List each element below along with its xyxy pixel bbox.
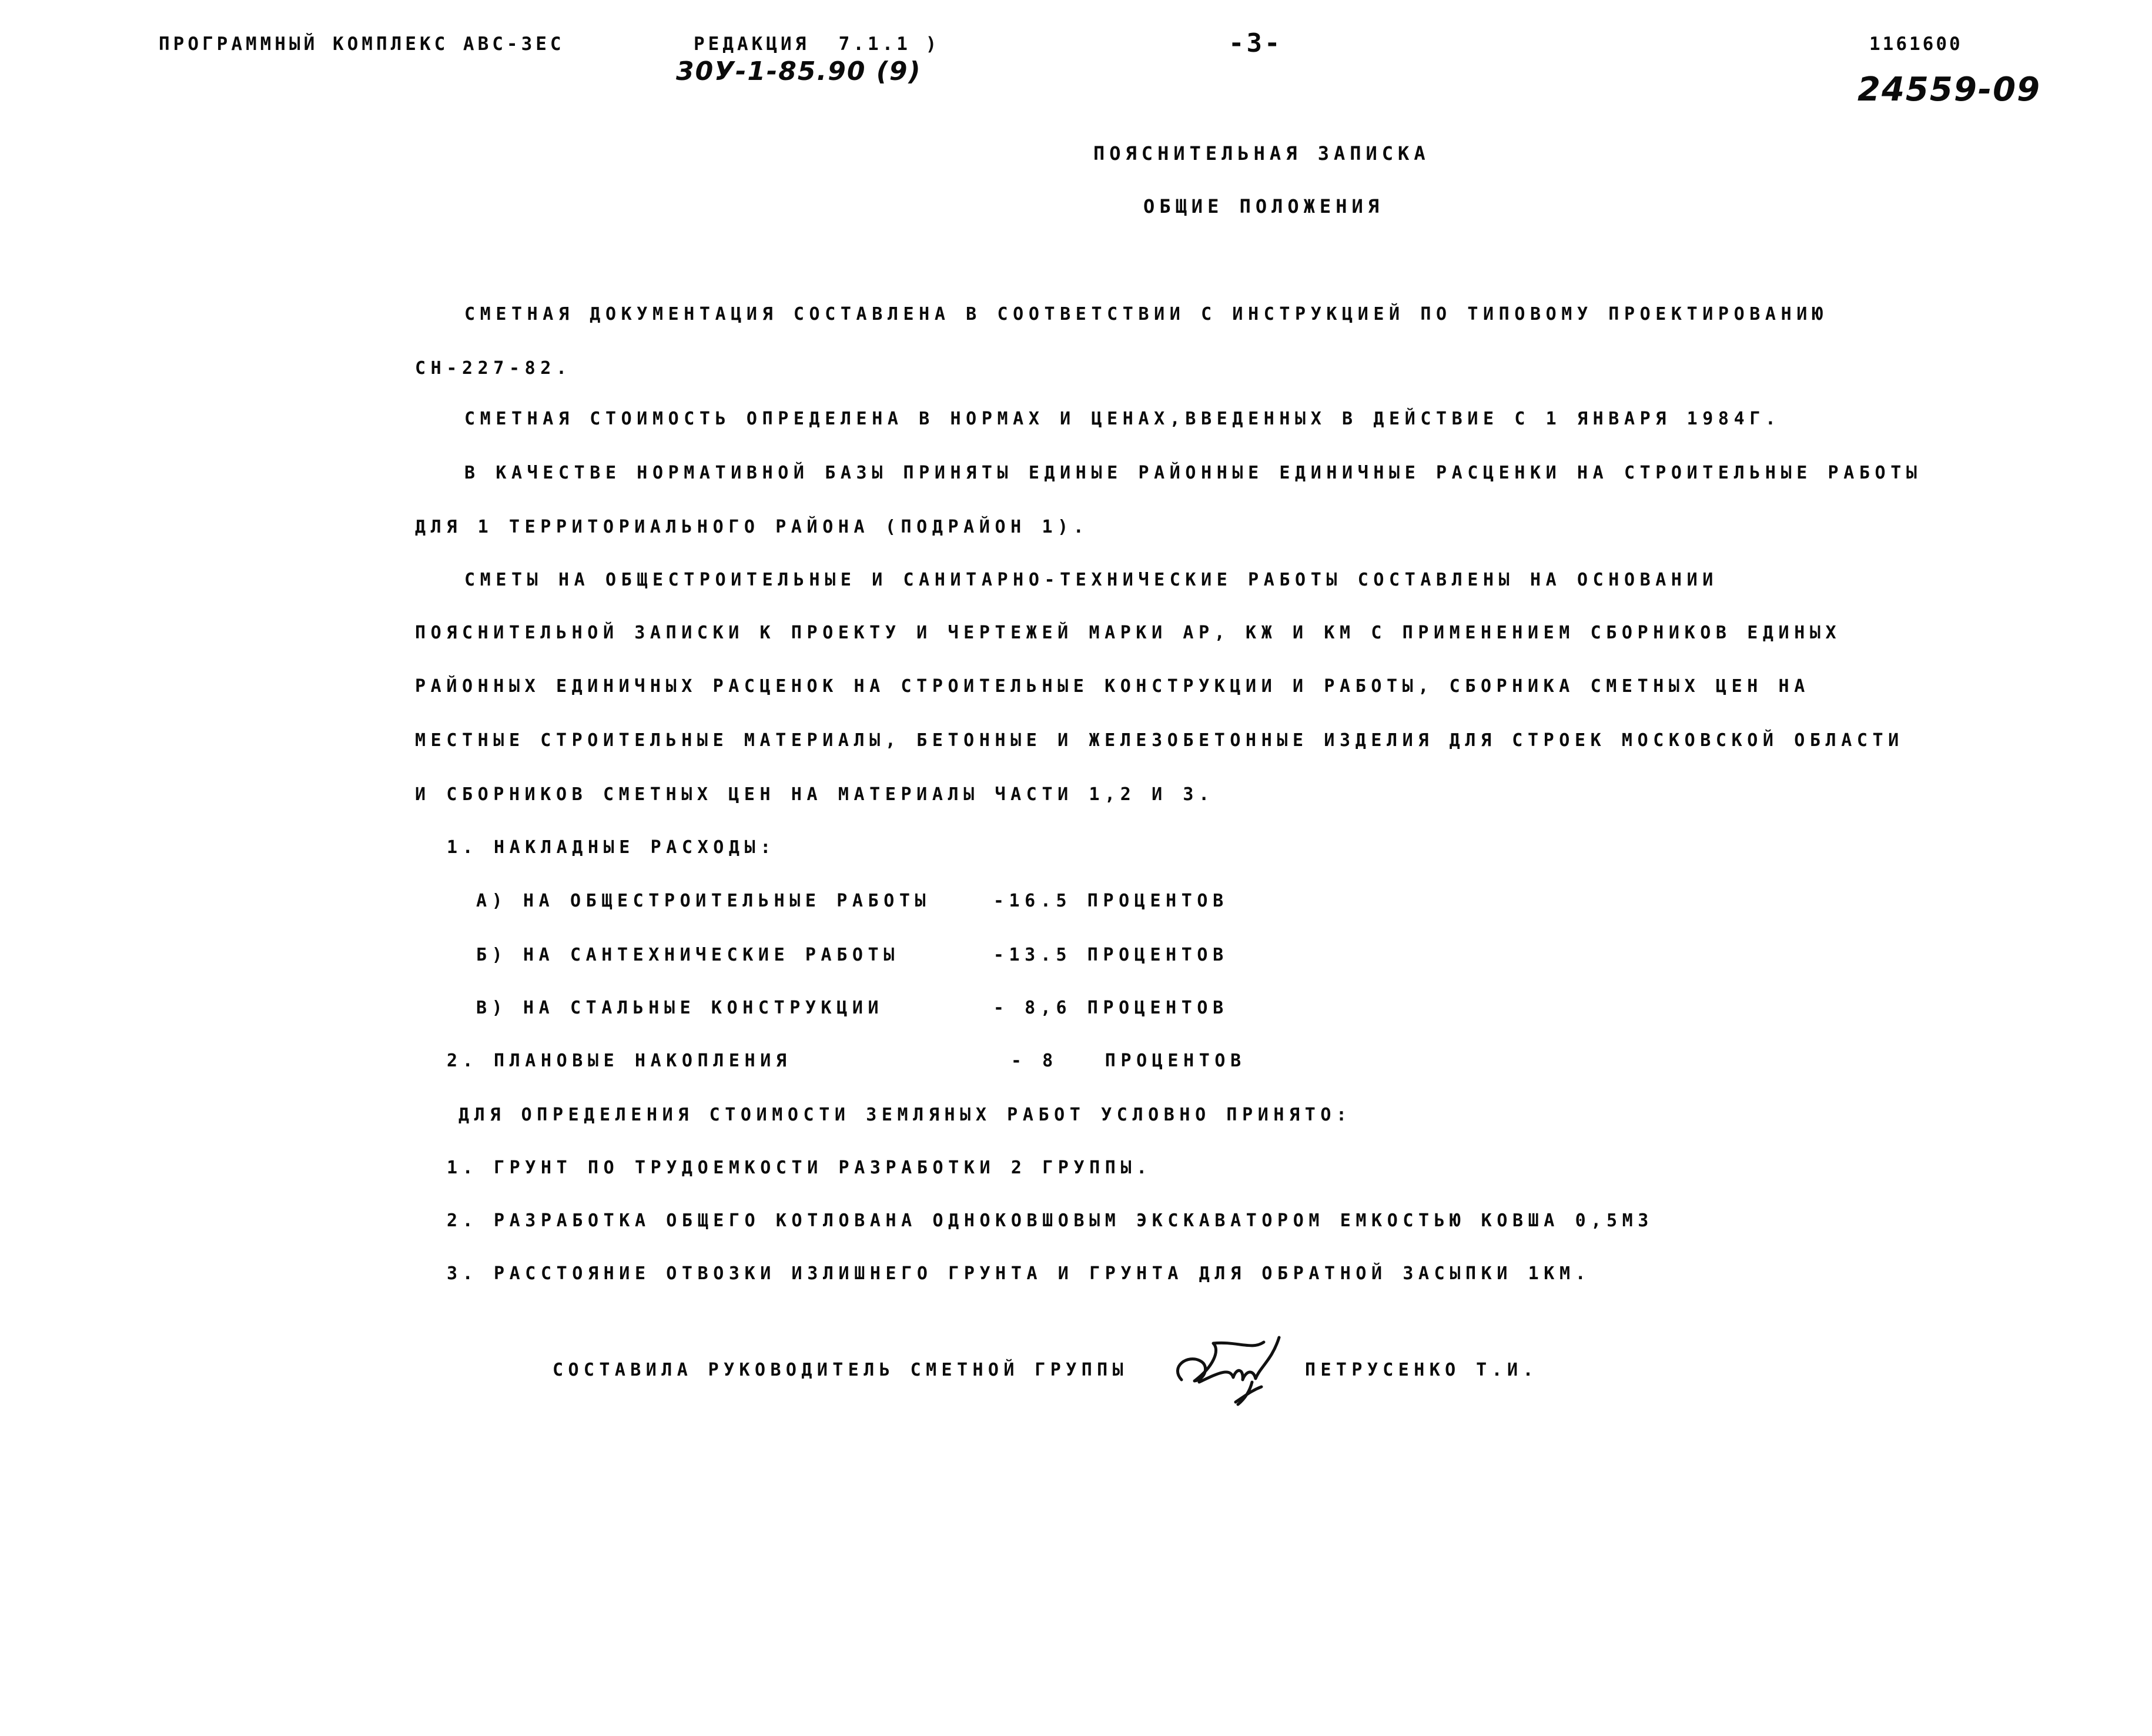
text-line: В КАЧЕСТВЕ НОРМАТИВНОЙ БАЗЫ ПРИНЯТЫ ЕДИНЫЕ РАЙОННЫЕ ЕДИНИЧНЫЕ РАСЦЕНКИ НА СТРОИТЕЛЬНЫЕ РАБОТЫ xyxy=(464,463,1922,483)
list-heading: 1. НАКЛАДНЫЕ РАСХОДЫ: xyxy=(447,837,776,858)
handwritten-number: 24559-09 xyxy=(1858,71,2041,109)
text-line: СН-227-82. xyxy=(415,358,572,379)
signer-name: ПЕТРУСЕНКО Т.И. xyxy=(1305,1360,1538,1380)
text-line: СМЕТНАЯ СТОИМОСТЬ ОПРЕДЕЛЕНА В НОРМАХ И ЦЕНАХ,ВВЕДЕННЫХ В ДЕЙСТВИЕ С 1 ЯНВАРЯ 1984Г. xyxy=(464,409,1781,429)
signature-block xyxy=(553,1326,1564,1414)
list-item: 2. ПЛАНОВЫЕ НАКОПЛЕНИЯ - 8 ПРОЦЕНТОВ xyxy=(447,1051,1246,1071)
page-title: ПОЯСНИТЕЛЬНАЯ ЗАПИСКА xyxy=(1093,142,1430,165)
list-item: 1. ГРУНТ ПО ТРУДОЕМКОСТИ РАЗРАБОТКИ 2 ГРУППЫ. xyxy=(447,1158,1152,1178)
text-line: ПОЯСНИТЕЛЬНОЙ ЗАПИСКИ К ПРОЕКТУ И ЧЕРТЕЖЕЙ МАРКИ АР, КЖ И КМ С ПРИМЕНЕНИЕМ СБОРНИКОВ ЕДИНЫХ xyxy=(415,623,1842,643)
list-item: А) НА ОБЩЕСТРОИТЕЛЬНЫЕ РАБОТЫ -16.5 ПРОЦЕНТОВ xyxy=(476,891,1229,911)
signature-image xyxy=(1164,1326,1281,1408)
list-item: Б) НА САНТЕХНИЧЕСКИЕ РАБОТЫ -13.5 ПРОЦЕНТОВ xyxy=(476,945,1229,965)
page-subtitle: ОБЩИЕ ПОЛОЖЕНИЯ xyxy=(1143,195,1384,218)
text-line: РАЙОННЫХ ЕДИНИЧНЫХ РАСЦЕНОК НА СТРОИТЕЛЬНЫЕ КОНСТРУКЦИИ И РАБОТЫ, СБОРНИКА СМЕТНЫХ ЦЕН НА xyxy=(415,676,1810,697)
text-line: СМЕТНАЯ ДОКУМЕНТАЦИЯ СОСТАВЛЕНА В СООТВЕТСТВИИ С ИНСТРУКЦИЕЙ ПО ТИПОВОМУ ПРОЕКТИРОВАНИЮ xyxy=(464,304,1828,325)
program-name: ПРОГРАММНЫЙ КОМПЛЕКС АВС-3ЕС xyxy=(159,34,565,55)
list-item: 2. РАЗРАБОТКА ОБЩЕГО КОТЛОВАНА ОДНОКОВШОВЫМ ЭКСКАВАТОРОМ ЕМКОСТЬЮ КОВША 0,5М3 xyxy=(447,1210,1654,1231)
text-line: МЕСТНЫЕ СТРОИТЕЛЬНЫЕ МАТЕРИАЛЫ, БЕТОННЫЕ И ЖЕЛЕЗОБЕТОННЫЕ ИЗДЕЛИЯ ДЛЯ СТРОЕК МОСКОВСКОЙ ОБЛАСТИ xyxy=(415,730,1904,751)
signature-label: СОСТАВИЛА РУКОВОДИТЕЛЬ СМЕТНОЙ ГРУППЫ xyxy=(553,1360,1129,1380)
handwritten-code: 30У-1-85.90 (9) xyxy=(676,56,922,86)
doc-number: 1161600 xyxy=(1869,34,1963,55)
text-line: И СБОРНИКОВ СМЕТНЫХ ЦЕН НА МАТЕРИАЛЫ ЧАСТИ 1,2 И 3. xyxy=(415,784,1214,805)
text-line: СМЕТЫ НА ОБЩЕСТРОИТЕЛЬНЫЕ И САНИТАРНО-ТЕХНИЧЕСКИЕ РАБОТЫ СОСТАВЛЕНЫ НА ОСНОВАНИИ xyxy=(464,570,1718,590)
list-item: 3. РАССТОЯНИЕ ОТВОЗКИ ИЗЛИШНЕГО ГРУНТА И ГРУНТА ДЛЯ ОБРАТНОЙ ЗАСЫПКИ 1КМ. xyxy=(447,1263,1591,1284)
list-heading: ДЛЯ ОПРЕДЕЛЕНИЯ СТОИМОСТИ ЗЕМЛЯНЫХ РАБОТ УСЛОВНО ПРИНЯТО: xyxy=(458,1105,1352,1125)
list-item: В) НА СТАЛЬНЫЕ КОНСТРУКЦИИ - 8,6 ПРОЦЕНТОВ xyxy=(476,998,1229,1018)
text-line: ДЛЯ 1 ТЕРРИТОРИАЛЬНОГО РАЙОНА (ПОДРАЙОН 1). xyxy=(415,517,1089,537)
page-number: -3- xyxy=(1229,28,1283,58)
edition-label: РЕДАКЦИЯ 7.1.1 ) xyxy=(694,34,941,55)
